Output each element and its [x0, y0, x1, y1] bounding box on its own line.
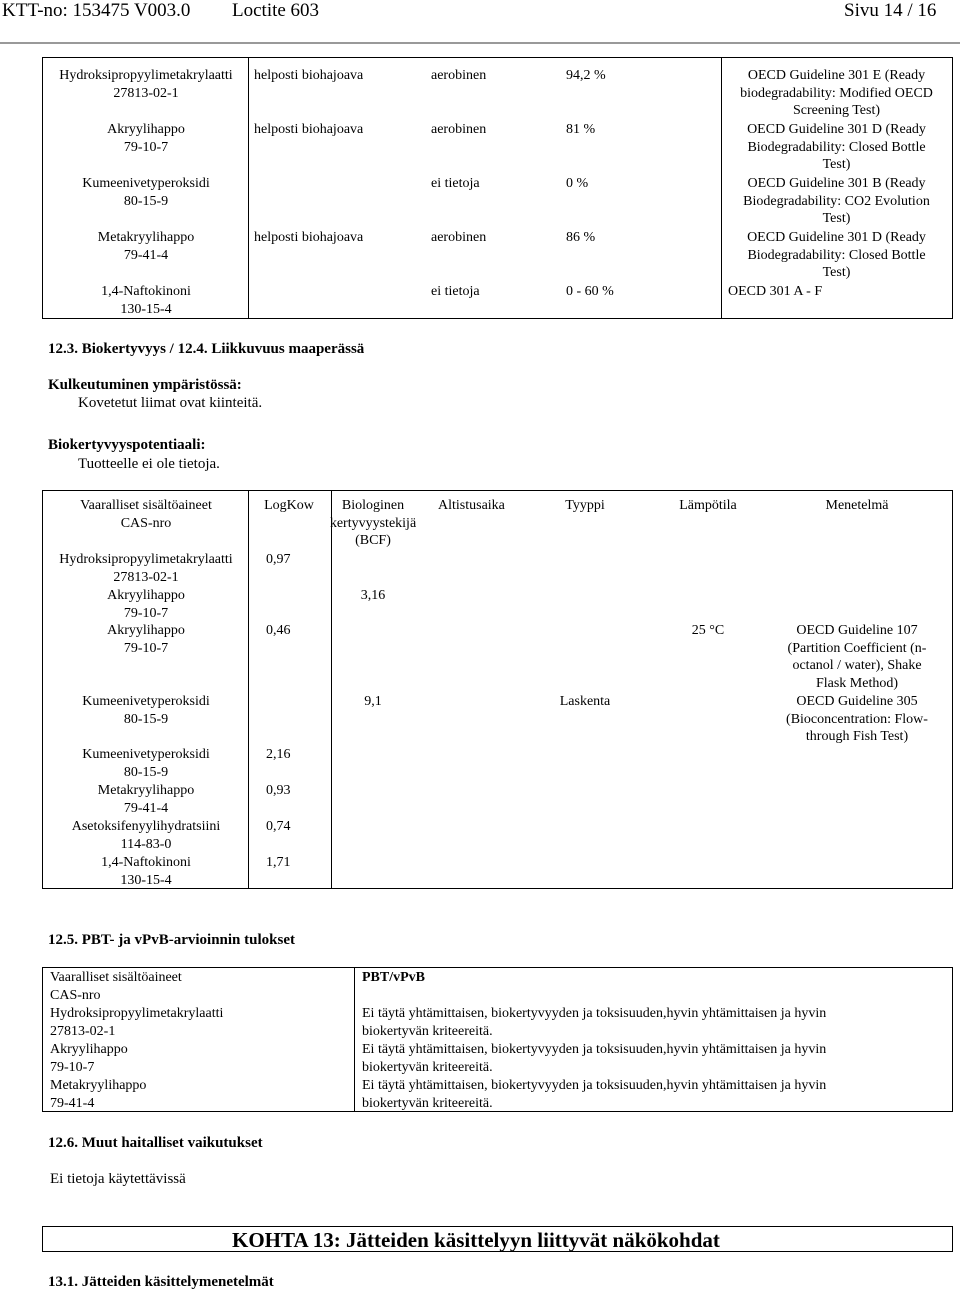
substance-name: Asetoksifenyylihydratsiini: [71, 819, 221, 834]
bcf-value: 3,16: [360, 588, 386, 603]
biodeg-result: helposti biohajoava: [254, 68, 364, 83]
section-title-12-5: 12.5. PBT- ja vPvB-arvioinnin tulokset: [48, 932, 295, 948]
pbt-text: biokertyvän kriteereitä.: [362, 1059, 493, 1075]
method-line: OECD 301 A - F: [728, 284, 823, 299]
bcf-value: 9,1: [364, 694, 382, 709]
cas-number: 79-10-7: [123, 640, 169, 656]
biodeg-type: ei tietoja: [431, 284, 480, 299]
cas-number: 80-15-9: [123, 193, 169, 209]
substance-name: Akryylihappo: [107, 122, 185, 137]
bioaccumulation-label: Biokertyvyyspotentiaali:: [48, 437, 206, 453]
cas-number: 79-41-4: [123, 247, 169, 263]
method-line: OECD Guideline 301 D (Ready: [747, 230, 926, 245]
substance-name: 1,4-Naftokinoni: [101, 855, 191, 870]
method-line: Biodegradability: Closed Bottle: [747, 139, 926, 155]
logkow-value: 0,97: [266, 552, 291, 567]
pbt-text: Ei täytä yhtämittaisen, biokertyvyyden ja toksisuuden,hyvin yhtämittaisen ja hyvin: [362, 1042, 827, 1057]
header-cas: CAS-nro: [50, 987, 101, 1003]
biodeg-result: helposti biohajoava: [254, 230, 364, 245]
temperature-value: 25 °C: [691, 623, 725, 638]
cas-number: 27813-02-1: [113, 85, 179, 101]
type-value: Laskenta: [559, 694, 611, 709]
substance-name: Hydroksipropyylimetakrylaatti: [59, 552, 233, 567]
header-cas: CAS-nro: [120, 515, 172, 531]
biodeg-result: helposti biohajoava: [254, 122, 364, 137]
cas-number: 27813-02-1: [113, 569, 179, 585]
logkow-value: 1,71: [266, 855, 291, 870]
biodeg-value: 81 %: [566, 122, 596, 137]
substance-name: Kumeenivetyperoksidi: [82, 694, 210, 709]
cas-number: 79-41-4: [123, 800, 169, 816]
substance-name: Akryylihappo: [107, 588, 185, 603]
method-line: OECD Guideline 301 E (Ready: [747, 68, 926, 83]
pbt-text: Ei täytä yhtämittaisen, biokertyvyyden ja toksisuuden,hyvin yhtämittaisen ja hyvin: [362, 1078, 827, 1093]
cas-number: 27813-02-1: [50, 1023, 116, 1039]
method-line: (Bioconcentration: Flow-: [786, 711, 928, 727]
pbt-text: biokertyvän kriteereitä.: [362, 1095, 493, 1111]
header-exposure: Altistusaika: [438, 498, 505, 513]
cas-number: 114-83-0: [120, 836, 172, 852]
method-line: Test): [822, 265, 851, 280]
method-line: OECD Guideline 301 B (Ready: [747, 176, 926, 191]
substance-name: Metakryylihappo: [97, 783, 195, 798]
substance-name: Kumeenivetyperoksidi: [82, 176, 210, 191]
section-title-13-1: 13.1. Jätteiden käsittelymenetelmät: [48, 1274, 274, 1290]
method-line: octanol / water), Shake: [792, 658, 922, 673]
cas-number: 130-15-4: [120, 872, 172, 888]
header-type: Tyyppi: [565, 498, 605, 513]
biodeg-type: aerobinen: [431, 122, 487, 137]
header-pbt: PBT/vPvB: [362, 970, 426, 985]
cas-number: 79-10-7: [123, 139, 169, 155]
method-line: Biodegradability: CO2 Evolution: [743, 193, 930, 209]
logkow-value: 0,74: [266, 819, 291, 834]
substance-name: Metakryylihappo: [97, 230, 195, 245]
cas-number: 80-15-9: [123, 711, 169, 727]
biodeg-type: aerobinen: [431, 230, 487, 245]
header-bcf: Biologinen: [341, 498, 405, 513]
section-title-12-3: 12.3. Biokertyvyys / 12.4. Liikkuvuus maaperässä: [48, 341, 365, 357]
cas-number: 79-10-7: [123, 605, 169, 621]
biodeg-value: 86 %: [566, 230, 596, 245]
method-line: Biodegradability: Closed Bottle: [747, 247, 926, 263]
method-line: biodegradability: Modified OECD: [740, 85, 933, 101]
method-line: OECD Guideline 305: [796, 694, 918, 709]
document-id: KTT-no: 153475 V003.0: [2, 0, 191, 21]
cas-number: 130-15-4: [120, 301, 172, 317]
header-method: Menetelmä: [825, 498, 889, 513]
header-bcf: kertyvyystekijä: [329, 515, 417, 531]
method-line: OECD Guideline 107: [796, 623, 918, 638]
logkow-value: 0,93: [266, 783, 291, 798]
biodeg-type: aerobinen: [431, 68, 487, 83]
method-line: through Fish Test): [805, 729, 909, 744]
substance-name: Akryylihappo: [50, 1042, 128, 1057]
biodeg-value: 94,2 %: [566, 68, 606, 83]
section-title-12-6: 12.6. Muut haitalliset vaikutukset: [48, 1135, 263, 1151]
other-effects-text: Ei tietoja käytettävissä: [50, 1171, 186, 1187]
pbt-text: Ei täytä yhtämittaisen, biokertyvyyden ja toksisuuden,hyvin yhtämittaisen ja hyvin: [362, 1006, 827, 1021]
mobility-text: Kovetetut liimat ovat kiinteitä.: [78, 395, 263, 411]
page-number: Sivu 14 / 16: [844, 0, 937, 21]
substance-name: Hydroksipropyylimetakrylaatti: [50, 1006, 224, 1021]
header-temp: Lämpötila: [679, 498, 737, 513]
biodeg-value: 0 - 60 %: [566, 284, 614, 299]
substance-name: Akryylihappo: [107, 623, 185, 638]
method-line: Test): [822, 157, 851, 172]
cas-number: 79-10-7: [50, 1059, 95, 1075]
header-substance: Vaaralliset sisältöaineet: [80, 498, 212, 513]
method-line: Screening Test): [792, 103, 880, 118]
logkow-value: 0,46: [266, 623, 291, 638]
header-substance: Vaaralliset sisältöaineet: [50, 970, 182, 985]
method-line: Flask Method): [815, 675, 899, 691]
mobility-label: Kulkeutuminen ympäristössä:: [48, 377, 242, 393]
substance-name: Kumeenivetyperoksidi: [82, 747, 210, 762]
product-name: Loctite 603: [232, 0, 320, 21]
pbt-text: biokertyvän kriteereitä.: [362, 1023, 493, 1039]
substance-name: 1,4-Naftokinoni: [101, 284, 191, 299]
bioaccumulation-text: Tuotteelle ei ole tietoja.: [78, 456, 220, 472]
cas-number: 80-15-9: [123, 764, 169, 780]
header-rule: [0, 42, 960, 44]
method-line: (Partition Coefficient (n-: [787, 640, 927, 656]
biodeg-value: 0 %: [566, 176, 589, 191]
section-13-title: KOHTA 13: Jätteiden käsittelyyn liittyvät näkökohdat: [232, 1228, 720, 1252]
method-line: Test): [822, 211, 851, 226]
header-logkow: LogKow: [264, 498, 314, 513]
substance-name: Metakryylihappo: [50, 1078, 147, 1093]
cas-number: 79-41-4: [50, 1095, 95, 1111]
logkow-value: 2,16: [266, 747, 291, 762]
substance-name: Hydroksipropyylimetakrylaatti: [59, 68, 233, 83]
header-bcf: (BCF): [355, 533, 391, 548]
biodeg-type: ei tietoja: [431, 176, 480, 191]
method-line: OECD Guideline 301 D (Ready: [747, 122, 926, 137]
